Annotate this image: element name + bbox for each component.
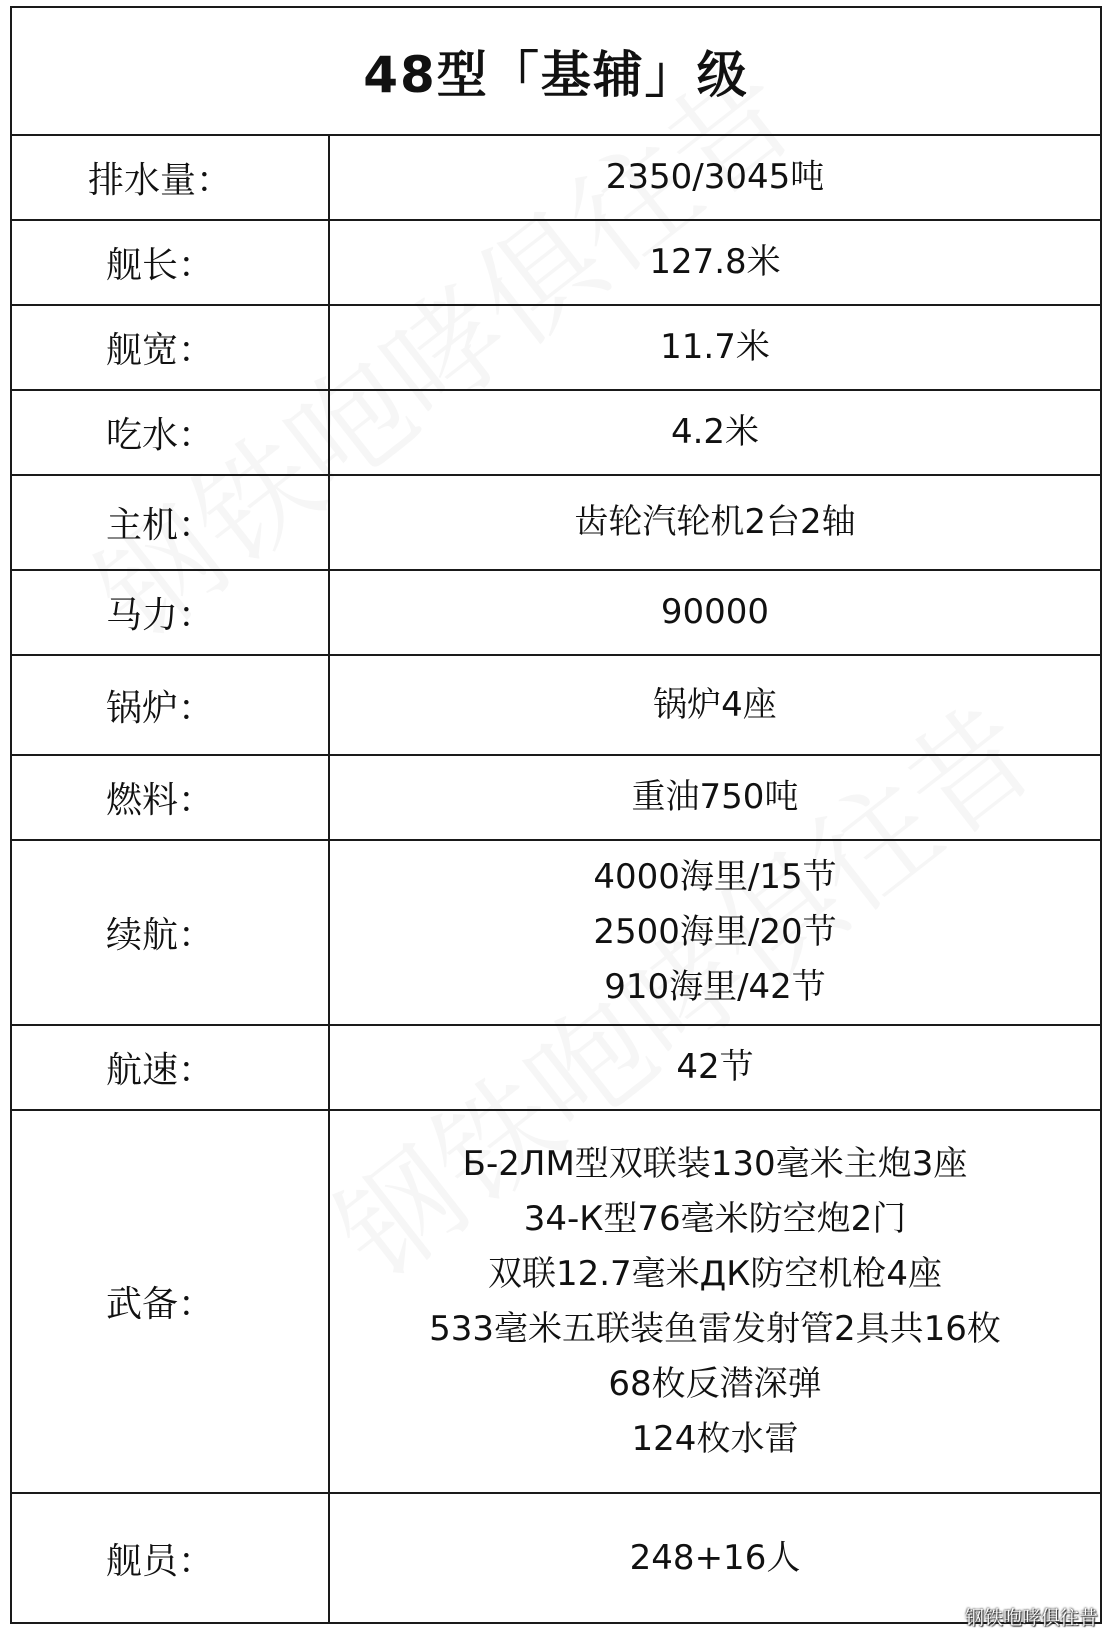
- row-value: 齿轮汽轮机2台2轴: [574, 502, 856, 542]
- row-label: 燃料：: [105, 780, 214, 821]
- corner-watermark: 钢铁咆哮俱往昔: [964, 1607, 1098, 1629]
- row-label: 马力：: [105, 595, 214, 636]
- row-label: 续航：: [105, 915, 214, 956]
- table-row-range: [12, 841, 1100, 1026]
- value-cell: [330, 571, 1100, 654]
- row-value: 42节: [676, 1047, 754, 1087]
- value-cell: [330, 756, 1100, 839]
- row-value: Б-2ЛМ型双联装130毫米主炮3座: [462, 1143, 968, 1184]
- row-value: 11.7米: [660, 327, 770, 367]
- label-cell: [12, 1111, 330, 1492]
- table-row-crew: [12, 1494, 1100, 1622]
- table-row-draft: [12, 391, 1100, 476]
- label-cell: [12, 306, 330, 389]
- row-value: 4.2米: [670, 412, 760, 452]
- row-value: 910海里/42节: [604, 967, 826, 1007]
- label-cell: [12, 756, 330, 839]
- label-cell: [12, 656, 330, 754]
- row-value: 124枚水雷: [631, 1418, 799, 1459]
- spec-table: [10, 6, 1102, 1624]
- row-value: 34-К型76毫米防空炮2门: [523, 1198, 907, 1239]
- label-cell: [12, 476, 330, 569]
- table-row-length: [12, 221, 1100, 306]
- row-label: 排水量：: [87, 160, 232, 201]
- row-label: 武备：: [105, 1284, 214, 1325]
- value-cell: [330, 221, 1100, 304]
- value-cell: [330, 306, 1100, 389]
- table-row-fuel: [12, 756, 1100, 841]
- table-row-boilers: [12, 656, 1100, 756]
- label-cell: [12, 136, 330, 219]
- table-row-displacement: [12, 136, 1100, 221]
- value-cell: [330, 1111, 1100, 1492]
- table-row-engine: [12, 476, 1100, 571]
- row-value: 2350/3045吨: [605, 157, 825, 197]
- label-cell: [12, 1494, 330, 1622]
- row-label: 锅炉：: [105, 687, 214, 729]
- row-label: 舰员：: [105, 1540, 214, 1582]
- row-label: 舰宽：: [105, 330, 214, 371]
- value-cell: [330, 476, 1100, 569]
- row-value: 双联12.7毫米ДК防空机枪4座: [487, 1253, 943, 1294]
- table-row-horsepower: [12, 571, 1100, 656]
- table-row-armament: [12, 1111, 1100, 1494]
- row-value: 锅炉4座: [653, 684, 777, 725]
- value-cell: [330, 656, 1100, 754]
- value-cell: [330, 1026, 1100, 1109]
- table-title: 48型「基辅」级: [363, 46, 749, 104]
- label-cell: [12, 571, 330, 654]
- value-cell: [330, 391, 1100, 474]
- row-value: 248+16人: [629, 1537, 801, 1578]
- label-cell: [12, 221, 330, 304]
- row-value: 4000海里/15节: [593, 857, 837, 897]
- label-cell: [12, 1026, 330, 1109]
- row-label: 吃水：: [105, 415, 214, 456]
- row-label: 主机：: [105, 505, 214, 546]
- table-row-beam: [12, 306, 1100, 391]
- row-value: 2500海里/20节: [593, 912, 837, 952]
- label-cell: [12, 391, 330, 474]
- row-value: 68枚反潜深弹: [608, 1363, 822, 1404]
- row-value: 533毫米五联装鱼雷发射管2具共16枚: [429, 1308, 1001, 1349]
- row-value: 90000: [660, 592, 770, 632]
- table-title-row: [12, 8, 1100, 136]
- row-value: 重油750吨: [631, 777, 799, 817]
- value-cell: [330, 136, 1100, 219]
- table-row-speed: [12, 1026, 1100, 1111]
- row-value: 127.8米: [649, 242, 781, 282]
- value-cell: [330, 841, 1100, 1024]
- label-cell: [12, 841, 330, 1024]
- row-label: 航速：: [105, 1050, 214, 1091]
- row-label: 舰长：: [105, 245, 214, 286]
